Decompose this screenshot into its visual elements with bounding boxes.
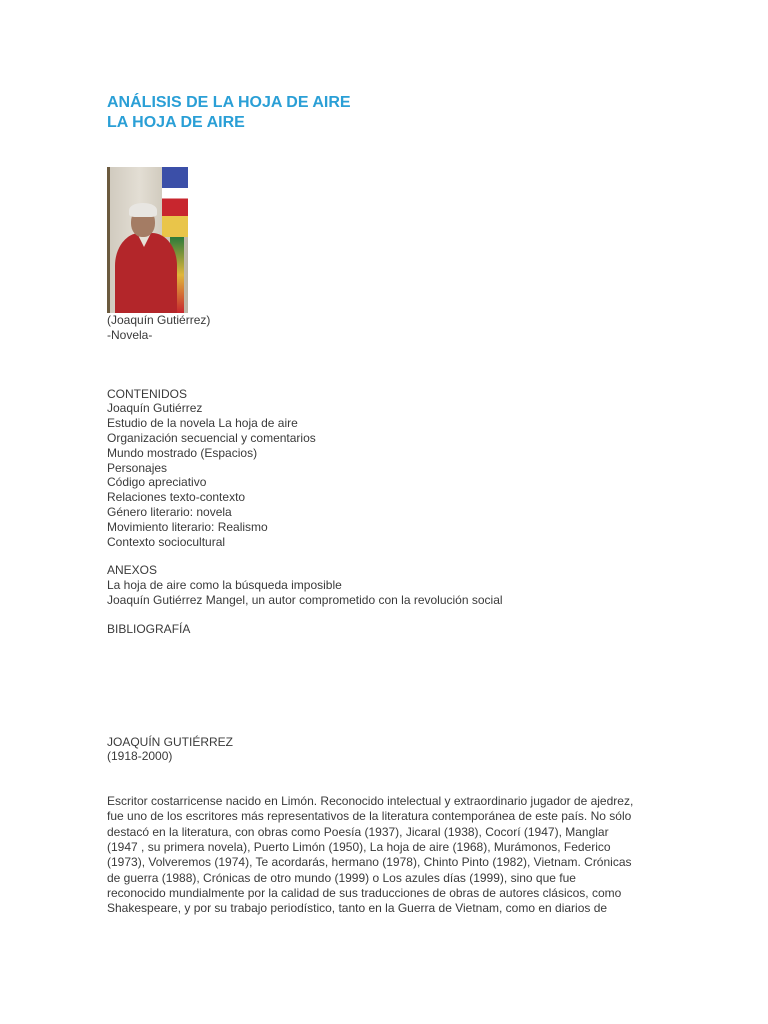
bio-line: Escritor costarricense nacido en Limón. Reconocido intelectual y extraordinario jugador de ajedrez, bbox=[107, 794, 634, 809]
bio-line: destacó en la literatura, con obras como Poesía (1937), Jicaral (1938), Cocorí (1947), Manglar bbox=[107, 824, 609, 839]
bio-line: reconocido mundialmente por la calidad de sus traducciones de obras de autores clásicos, como bbox=[107, 885, 622, 900]
contenidos-item: Joaquín Gutiérrez bbox=[107, 401, 203, 416]
bio-line: (1947 , su primera novela), Puerto Limón (1950), La hoja de aire (1968), Murámonos, Federico bbox=[107, 840, 611, 855]
anexos-item: La hoja de aire como la búsqueda imposible bbox=[107, 578, 342, 593]
bio-line: de guerra (1988), Crónicas de otro mundo (1999) o Los azules días (1999), sino que fue bbox=[107, 870, 576, 885]
anexos-section bbox=[107, 563, 667, 607]
anexos-heading: ANEXOS bbox=[107, 563, 158, 578]
contenidos-item: Código apreciativo bbox=[107, 475, 207, 490]
contenidos-section bbox=[107, 387, 667, 550]
caption-author: (Joaquín Gutiérrez) bbox=[107, 313, 211, 327]
contenidos-heading: CONTENIDOS bbox=[107, 386, 188, 401]
author-name: JOAQUÍN GUTIÉRREZ bbox=[107, 734, 234, 749]
document-page bbox=[107, 93, 667, 917]
photo-caption bbox=[107, 313, 667, 343]
contenidos-item: Movimiento literario: Realismo bbox=[107, 519, 268, 534]
bio-line: fue uno de los escritores más representativos de la literatura contemporánea de este país. No sólo bbox=[107, 809, 632, 824]
contenidos-item: Género literario: novela bbox=[107, 504, 232, 519]
author-section bbox=[107, 735, 667, 765]
bibliografia-section bbox=[107, 622, 667, 637]
document-title bbox=[107, 93, 667, 133]
contenidos-item: Organización secuencial y comentarios bbox=[107, 430, 316, 445]
contenidos-item: Contexto sociocultural bbox=[107, 534, 226, 549]
contenidos-item: Mundo mostrado (Espacios) bbox=[107, 445, 258, 460]
bio-line: Shakespeare, y por su trabajo periodístico, tanto en la Guerra de Vietnam, como en diarios de bbox=[107, 901, 608, 916]
title-line-1: ANÁLISIS DE LA HOJA DE AIRE bbox=[107, 94, 351, 111]
contenidos-item: Personajes bbox=[107, 460, 168, 475]
author-photo bbox=[107, 167, 188, 313]
contenidos-item: Estudio de la novela La hoja de aire bbox=[107, 416, 298, 431]
anexos-item: Joaquín Gutiérrez Mangel, un autor comprometido con la revolución social bbox=[107, 592, 503, 607]
bio-line: (1973), Volveremos (1974), Te acordarás, hermano (1978), Chinto Pinto (1982), Vietnam. Crónicas bbox=[107, 855, 632, 870]
contenidos-item: Relaciones texto-contexto bbox=[107, 490, 246, 505]
bibliografia-heading: BIBLIOGRAFÍA bbox=[107, 621, 191, 636]
author-years: (1918-2000) bbox=[107, 749, 173, 764]
author-biography bbox=[107, 794, 663, 916]
caption-genre: -Novela- bbox=[107, 327, 153, 342]
title-line-2: LA HOJA DE AIRE bbox=[107, 114, 245, 131]
